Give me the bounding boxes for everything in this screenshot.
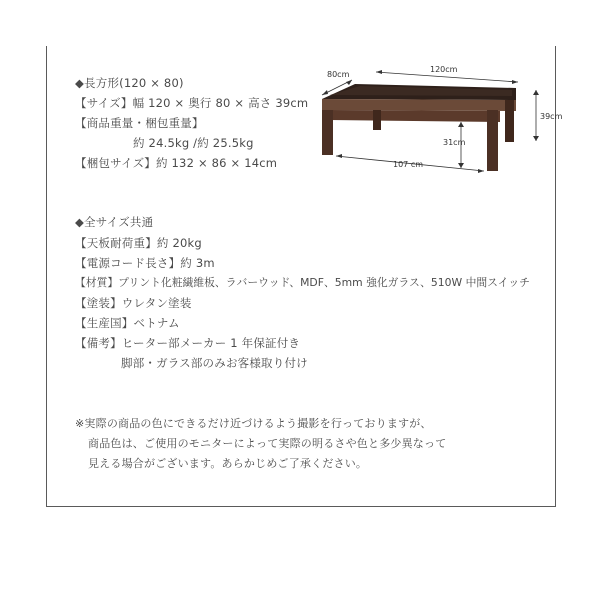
spec-load: 【天板耐荷重】約 20kg (75, 236, 202, 250)
inner-width-label: 107 cm (393, 160, 424, 169)
spec-remarks-1: 【備考】ヒーター部メーカー 1 年保証付き (75, 336, 301, 350)
spec-origin: 【生産国】ベトナム (75, 316, 180, 330)
depth-label: 80cm (327, 70, 350, 79)
table-leg-back-right (505, 100, 514, 142)
spec-package: 【梱包サイズ】約 132 × 86 × 14cm (75, 156, 278, 170)
notice-line-2: 商品色は、ご使用のモニターによって実際の明るさや色と多少異なって (88, 437, 447, 450)
spec-rect-header: ◆長方形(120 × 80) (75, 76, 184, 90)
notice-line-3: 見える場合がございます。あらかじめご了承ください。 (88, 457, 368, 470)
spec-size: 【サイズ】幅 120 × 奥行 80 × 高さ 39cm (75, 96, 309, 110)
leg-clearance-label: 31cm (443, 138, 466, 147)
spec-finish: 【塗装】ウレタン塗装 (75, 296, 192, 310)
height-label: 39cm (540, 112, 563, 121)
spec-common-header: ◆全サイズ共通 (75, 215, 154, 229)
table-leg-front-right (487, 110, 498, 171)
table-leg-front-left (322, 110, 333, 155)
width-label: 120cm (430, 65, 458, 74)
spec-remarks-2: 脚部・ガラス部のみお客様取り付け (121, 356, 308, 370)
spec-weight-label: 【商品重量・梱包重量】 (75, 116, 204, 130)
apron (330, 110, 500, 122)
spec-weight-value: 約 24.5kg /約 25.5kg (133, 136, 254, 150)
tabletop-front-edge (322, 99, 516, 111)
table-leg-back-left (373, 110, 381, 130)
spec-material: 【材質】プリント化粧繊維板、ラバーウッド、MDF、5mm 強化ガラス、510W 中間スイッチ (75, 276, 530, 289)
spec-cord: 【電源コード長さ】約 3m (75, 256, 215, 270)
notice-line-1: ※実際の商品の色にできるだけ近づけるよう撮影を行っておりますが、 (75, 417, 432, 430)
